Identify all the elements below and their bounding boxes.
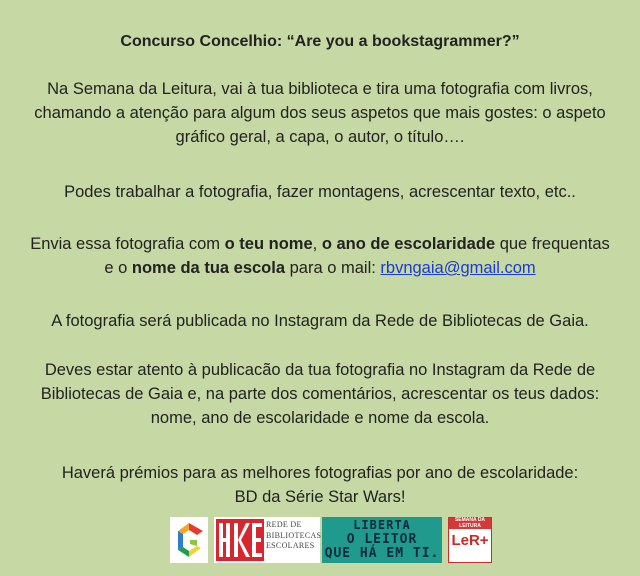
rbe-logo — [214, 517, 320, 563]
send-text-3: que frequentas e o — [104, 235, 610, 277]
paragraph-intro: Na Semana da Leitura, vai à tua biblioteca e tira uma fotografia com livros, chamando a atenção para algum dos seus aspetos que mais gostes: o aspeto gráfico geral, a capa, o autor, o título…. — [34, 80, 606, 146]
send-bold-school: nome da tua escola — [131, 259, 286, 277]
liberta-line-3: QUE HÁ EM TI. — [324, 546, 440, 561]
liberta-logo — [322, 517, 442, 563]
email-link[interactable]: rbvngaia@gmail.com — [380, 259, 536, 277]
paragraph-instagram: A fotografia será publicada no Instagram da Rede de Bibliotecas de Gaia. — [51, 312, 589, 330]
ler-top-banner: SEMANA DA LEITURA — [449, 518, 491, 529]
gaia-logo — [170, 517, 208, 563]
rbe-mark — [216, 519, 264, 561]
rbe-line-2: BIBLIOTECAS — [266, 530, 322, 540]
liberta-line-1: LIBERTA — [353, 518, 411, 532]
paragraph-prizes — [30, 461, 610, 509]
prizes-line-1: Haverá prémios para as melhores fotografias por ano de escolaridade: — [61, 464, 579, 482]
rbe-line-1: REDE DE — [266, 520, 302, 529]
send-text-2: , — [312, 235, 322, 253]
paragraph-editing: Podes trabalhar a fotografia, fazer montagens, acrescentar texto, etc.. — [64, 183, 576, 201]
liberta-line-2: O LEITOR — [346, 532, 418, 547]
ler-logo — [448, 517, 492, 563]
paragraph-comments: Deves estar atento à publicacão da tua fotografia no Instagram da Rede de Bibliotecas de Gaia e, na parte dos comentários, acrescentar os teus dados: nome, ano de escolaridade e nome da escola. — [40, 361, 600, 427]
paragraph-send — [30, 232, 610, 280]
ler-mark: LeR+ — [451, 532, 489, 549]
rbe-line-3: ESCOLARES — [266, 541, 315, 550]
send-text-4: para o mail: — [285, 259, 381, 277]
page-title: Concurso Concelhio: “Are you a bookstagrammer?” — [120, 33, 520, 50]
send-bold-name: o teu nome — [224, 235, 313, 253]
send-bold-year: o ano de escolaridade — [321, 235, 496, 253]
send-text-1: Envia essa fotografia com — [30, 235, 225, 253]
rbe-logo-text — [266, 520, 320, 552]
logos-row — [0, 517, 640, 567]
prizes-line-2: BD da Série Star Wars! — [234, 488, 406, 506]
